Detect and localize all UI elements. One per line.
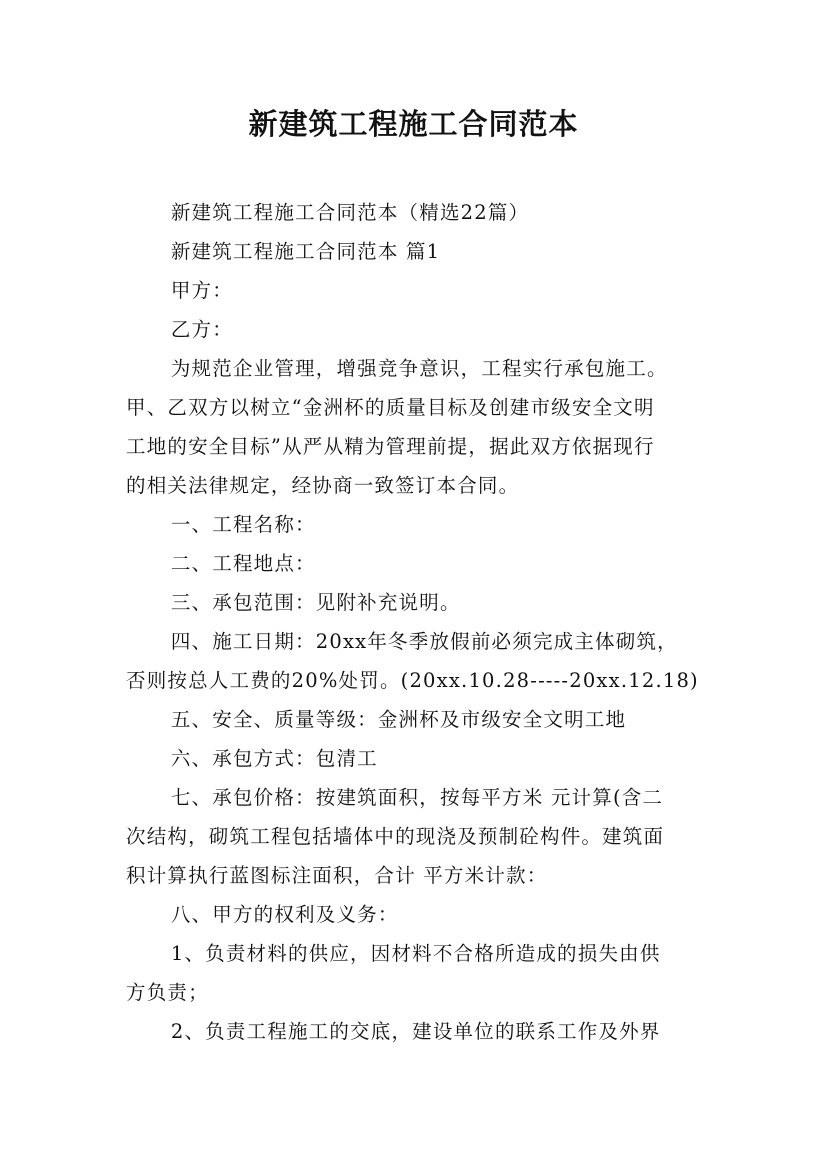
item-contract-price [126,778,716,895]
intro-line: 工地的安全目标”从严从精为管理前提，据此双方依据现行 [126,435,655,458]
paragraph-subtitle: 新建筑工程施工合同范本（精选22篇） [170,201,530,224]
item-line: 积计算执行蓝图标注面积，合计 平方米计款： [126,864,548,887]
item-line: 七、承包价格：按建筑面积，按每平方米 元计算(含二 [170,786,664,809]
paragraph-party-a: 甲方： [170,279,233,302]
document-body [126,193,716,1051]
item-contract-scope: 三、承包范围：见附补充说明。 [170,591,461,614]
paragraph-section-heading: 新建筑工程施工合同范本 篇1 [170,240,441,263]
subitem-briefing [126,1012,716,1051]
paragraph-party-b: 乙方： [170,318,233,341]
item-project-location: 二、工程地点： [170,552,316,575]
subitem-line: 1、负责材料的供应，因材料不合格所造成的损失由供 [170,942,661,965]
item-contract-method: 六、承包方式：包清工 [170,747,378,770]
item-line: 四、施工日期：20xx年冬季放假前必须完成主体砌筑， [170,630,678,653]
item-line: 次结构，砌筑工程包括墙体中的现浇及预制砼构件。建筑面 [126,825,665,848]
item-party-a-rights: 八、甲方的权利及义务： [170,903,399,926]
item-construction-dates [126,622,716,700]
subitem-line: 方负责； [126,981,209,1004]
intro-line: 甲、乙双方以树立“金洲杯的质量目标及创建市级安全文明 [126,396,655,419]
intro-line: 的相关法律规定，经协商一致签订本合同。 [126,474,520,497]
subitem-line: 2、负责工程施工的交底，建设单位的联系工作及外界 [170,1020,661,1043]
subitem-materials [126,934,716,1012]
item-project-name: 一、工程名称： [170,513,316,536]
item-safety-quality: 五、安全、质量等级：金洲杯及市级安全文明工地 [170,708,627,731]
document-title: 新建筑工程施工合同范本 [248,107,579,141]
item-line: 否则按总人工费的20%处罚。(20xx.10.28-----20xx.12.18) [126,669,699,692]
intro-line: 为规范企业管理，增强竞争意识，工程实行承包施工。 [170,357,668,380]
paragraph-intro [126,349,716,505]
